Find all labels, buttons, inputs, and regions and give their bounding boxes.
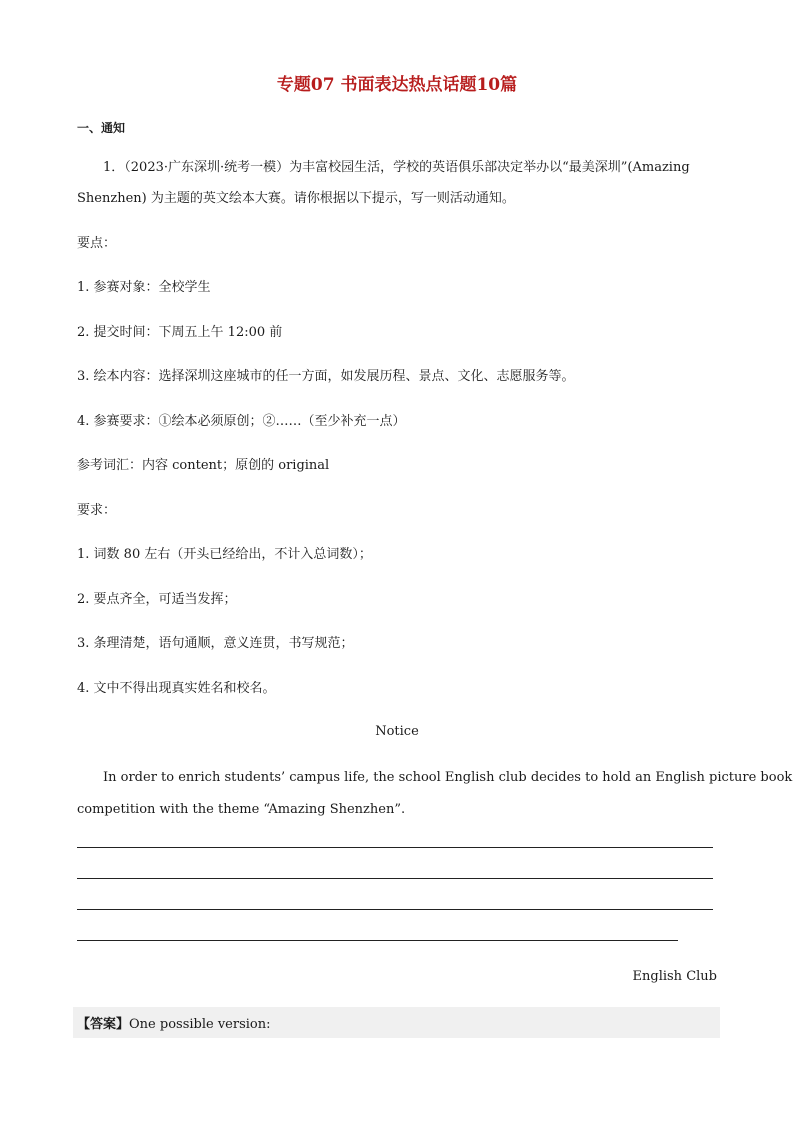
notice-heading: Notice xyxy=(375,724,419,739)
section-heading: 一、通知 xyxy=(77,121,126,135)
requirement-item-3: 3. 条理清楚，语句通顺，意义连贯，书写规范； xyxy=(77,636,354,651)
point-item-2: 2. 提交时间：下周五上午 12:00 前 xyxy=(77,325,283,340)
points-heading: 要点： xyxy=(77,236,117,251)
writing-line xyxy=(77,909,713,910)
question-line-2: Shenzhen) 为主题的英文绘本大赛。请你根据以下提示，写一则活动通知。 xyxy=(77,191,515,206)
requirement-item-1: 1. 词数 80 左右（开头已经给出，不计入总词数）； xyxy=(77,547,372,562)
point-item-1: 1. 参赛对象：全校学生 xyxy=(77,280,211,295)
notice-body-line-1: In order to enrich students’ campus life, the school English club decides to hold an English picture book xyxy=(103,770,793,785)
writing-line xyxy=(77,940,678,941)
answer-bar xyxy=(73,1007,720,1038)
answer-label: 【答案】 xyxy=(77,1017,130,1032)
answer-content xyxy=(77,1013,271,1032)
requirements-heading: 要求： xyxy=(77,503,117,518)
question-line-1: 1．（2023·广东深圳·统考一模）为丰富校园生活，学校的英语俱乐部决定举办以“最美深圳”(Amazing xyxy=(103,160,690,175)
requirement-item-2: 2. 要点齐全，可适当发挥； xyxy=(77,592,237,607)
page-title: 专题07 书面表达热点话题10篇 xyxy=(276,75,518,95)
point-item-4: 4. 参赛要求：①绘本必须原创；②……（至少补充一点） xyxy=(77,414,406,429)
notice-signature: English Club xyxy=(632,969,717,984)
answer-text: One possible version: xyxy=(129,1017,271,1032)
notice-body-line-2: competition with the theme “Amazing Shenzhen”. xyxy=(77,802,406,817)
point-item-3: 3. 绘本内容：选择深圳这座城市的任一方面，如发展历程、景点、文化、志愿服务等。 xyxy=(77,369,575,384)
writing-line xyxy=(77,847,713,848)
requirement-item-4: 4. 文中不得出现真实姓名和校名。 xyxy=(77,681,276,696)
vocab-hint: 参考词汇：内容 content；原创的 original xyxy=(77,458,330,473)
writing-line xyxy=(77,878,713,879)
